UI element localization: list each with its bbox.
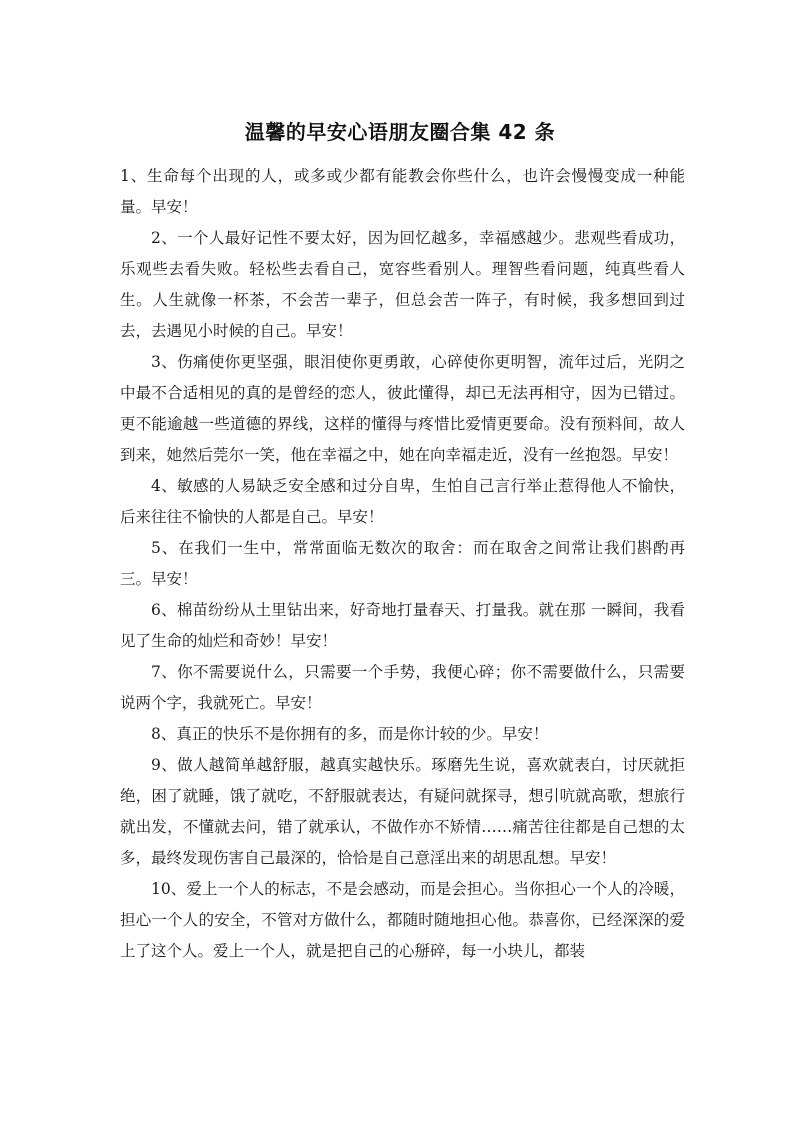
paragraph: 9、做人越简单越舒服，越真实越快乐。琢磨先生说，喜欢就表白，讨厌就拒绝，困了就睡，饿了就吃，不舒服就表达，有疑问就探寻，想引吭就高歌，想旅行就出发，不懂就去问，错了就承认，不做作亦不矫情……痛苦往往都是自己想的太多，最终发现伤害自己最深的，恰恰是自己意淫出来的胡思乱想。早安！ (120, 756, 685, 867)
paragraph: 6、棉苗纷纷从土里钻出来，好奇地打量春天、打量我。就在那 一瞬间，我看见了生命的灿烂和奇妙！早安！ (120, 601, 685, 650)
paragraph: 7、你不需要说什么，只需要一个手势，我便心碎；你不需要做什么，只需要说两个字，我就死亡。早安！ (120, 663, 685, 712)
paragraph: 3、伤痛使你更坚强，眼泪使你更勇敢，心碎使你更明智，流年过后，光阴之中最不合适相见的真的是曾经的恋人，彼此懂得，却已无法再相守，因为已错过。更不能逾越一些道德的界线，这样的懂得与疼惜比爱情更要命。没有预料间，故人到来，她然后莞尔一笑，他在幸福之中，她在向幸福走近，没有一丝抱怨。早安！ (120, 353, 685, 464)
paragraph: 5、在我们一生中，常常面临无数次的取舍：而在取舍之间常让我们斟酌再三。早安！ (120, 539, 685, 588)
paragraph: 2、一个人最好记性不要太好，因为回忆越多，幸福感越少。悲观些看成功，乐观些去看失败。轻松些去看自己，宽容些看别人。理智些看问题，纯真些看人生。人生就像一杯茶，不会苦一辈子，但总会苦一阵子，有时候，我多想回到过去，去遇见小时候的自己。早安！ (120, 229, 685, 340)
paragraph: 4、敏感的人易缺乏安全感和过分自卑，生怕自己言行举止惹得他人不愉快，后来往往不愉快的人都是自己。早安！ (120, 477, 685, 526)
document-body (120, 161, 685, 967)
paragraph: 1、生命每个出现的人，或多或少都有能教会你些什么，也许会慢慢变成一种能量。早安！ (120, 167, 685, 216)
page-title: 温馨的早安心语朋友圈合集 42 条 (244, 120, 556, 144)
paragraph: 8、真正的快乐不是你拥有的多，而是你计较的少。早安！ (151, 725, 549, 743)
paragraph: 10、爱上一个人的标志，不是会感动，而是会担心。当你担心一个人的冷暖，担心一个人的安全，不管对方做什么，都随时随地担心他。恭喜你，已经深深的爱上了这个人。爱上一个人，就是把自己的心掰碎，每一小块儿，都装 (120, 880, 685, 960)
